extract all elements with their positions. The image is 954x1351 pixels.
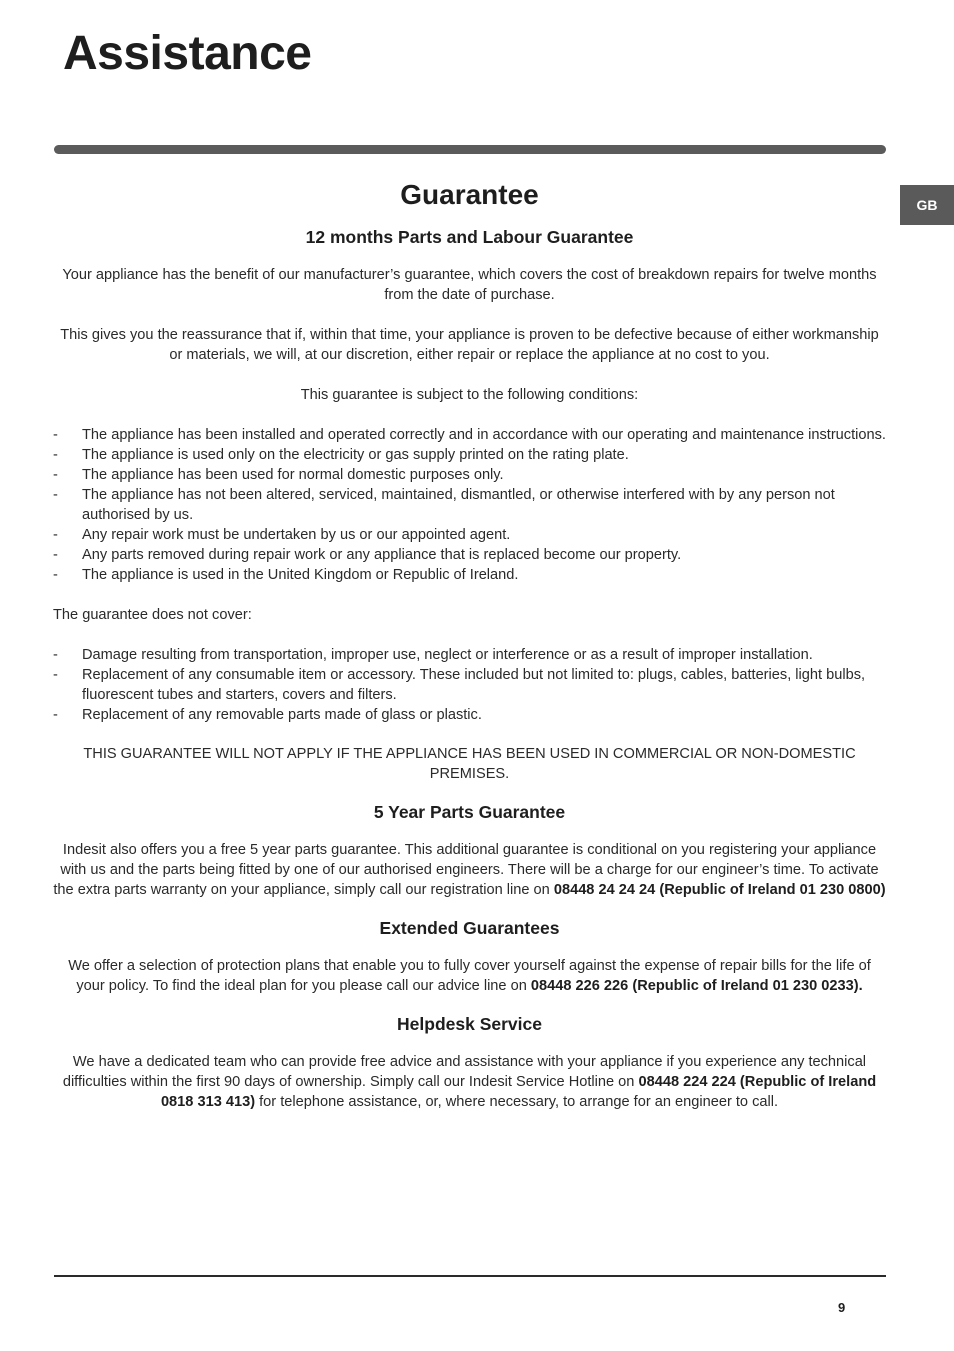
paragraph-5-year: [53, 840, 886, 900]
hotline-phone: 08448 224 224 (Republic of Ireland 0818 313 413): [160, 1074, 877, 1110]
paragraph-helpdesk-text: We have a dedicated team who can provide free advice and assistance with your appliance if you experience any technical difficulties within the first 90 days of ownership. Simply call our Indesit Service Hotline on: [62, 1054, 867, 1090]
list-item-text: The appliance has been used for normal domestic purposes only.: [82, 467, 504, 483]
dash-icon: -: [53, 447, 58, 463]
dash-icon: -: [53, 567, 58, 583]
list-item: [53, 445, 886, 465]
list-item-text: The appliance has not been altered, serviced, maintained, dismantled, or otherwise interfered with by any person not authorised by us.: [82, 487, 835, 523]
list-item: [53, 705, 886, 725]
header-divider: [54, 145, 886, 154]
paragraph-helpdesk-tail: for telephone assistance, or, where necessary, to arrange for an engineer to call.: [255, 1094, 779, 1110]
paragraph-not-cover-intro: The guarantee does not cover:: [53, 607, 252, 623]
list-item-text: Any repair work must be undertaken by us or our appointed agent.: [82, 527, 511, 543]
list-item-text: The appliance is used only on the electricity or gas supply printed on the rating plate.: [82, 447, 629, 463]
paragraph-helpdesk: [53, 1052, 886, 1112]
page-number: 9: [838, 1300, 846, 1315]
dash-icon: -: [53, 707, 58, 723]
paragraph-benefit: Your appliance has the benefit of our manufacturer’s guarantee, which covers the cost of breakdown repairs for twelve months from the date of purchase.: [62, 267, 877, 303]
list-item: [53, 645, 886, 665]
dash-icon: -: [53, 467, 58, 483]
section-title: Guarantee: [400, 179, 539, 210]
heading-helpdesk: Helpdesk Service: [397, 1014, 542, 1034]
list-item-text: The appliance has been installed and operated correctly and in accordance with our operating and maintenance instructions.: [82, 427, 886, 443]
dash-icon: -: [53, 427, 58, 443]
language-tab: GB: [900, 185, 954, 225]
paragraph-extended-text: We offer a selection of protection plans that enable you to fully cover yourself against the expense of repair bills for the life of your policy. To find the ideal plan for you please call our advice line on: [68, 958, 871, 994]
advice-phone: 08448 226 226 (Republic of Ireland 01 230 0233).: [530, 978, 863, 994]
conditions-list: [53, 425, 886, 585]
list-item: [53, 525, 886, 545]
list-item-text: The appliance is used in the United Kingdom or Republic of Ireland.: [82, 567, 519, 583]
heading-5-year: 5 Year Parts Guarantee: [373, 802, 566, 822]
list-item: [53, 485, 886, 525]
list-item: [53, 465, 886, 485]
list-item-text: Replacement of any consumable item or accessory. These included but not limited to: plugs, cables, batteries, light bulbs, fluorescent tubes and starters, covers and filters.: [82, 667, 866, 703]
list-item: [53, 665, 886, 705]
paragraph-reassurance: This gives you the reassurance that if, within that time, your appliance is proven to be defective because of either workmanship or materials, we will, at our discretion, either repair or replace the appliance at no cost to you.: [60, 327, 879, 363]
dash-icon: -: [53, 647, 58, 663]
heading-12-months: 12 months Parts and Labour Guarantee: [305, 227, 634, 247]
footer-divider: [54, 1275, 886, 1277]
main-content: [53, 178, 886, 1112]
list-item: [53, 565, 886, 585]
heading-extended: Extended Guarantees: [379, 918, 560, 938]
list-item: [53, 425, 886, 445]
dash-icon: -: [53, 527, 58, 543]
paragraph-5-year-text: Indesit also offers you a free 5 year parts guarantee. This additional guarantee is conditional on you registering your appliance with us and the parts being fitted by one of our authorised engineers. There will be a charge for our engineer’s time. To activate the extra parts warranty on your appliance, simply call our registration line on: [53, 842, 879, 898]
list-item-text: Any parts removed during repair work or any appliance that is replaced become our property.: [82, 547, 682, 563]
page-title: Assistance: [63, 27, 312, 80]
dash-icon: -: [53, 487, 58, 503]
paragraph-extended: [53, 956, 886, 996]
exclusions-list: [53, 645, 886, 725]
commercial-use-notice: THIS GUARANTEE WILL NOT APPLY IF THE APPLIANCE HAS BEEN USED IN COMMERCIAL OR NON-DOMESTIC PREMISES.: [83, 746, 856, 782]
registration-phone: 08448 24 24 24 (Republic of Ireland 01 230 0800): [553, 882, 886, 898]
dash-icon: -: [53, 547, 58, 563]
list-item-text: Damage resulting from transportation, improper use, neglect or interference or as a result of improper installation.: [82, 647, 813, 663]
list-item-text: Replacement of any removable parts made of glass or plastic.: [82, 707, 482, 723]
list-item: [53, 545, 886, 565]
paragraph-conditions-intro: This guarantee is subject to the following conditions:: [300, 387, 639, 403]
dash-icon: -: [53, 667, 58, 683]
